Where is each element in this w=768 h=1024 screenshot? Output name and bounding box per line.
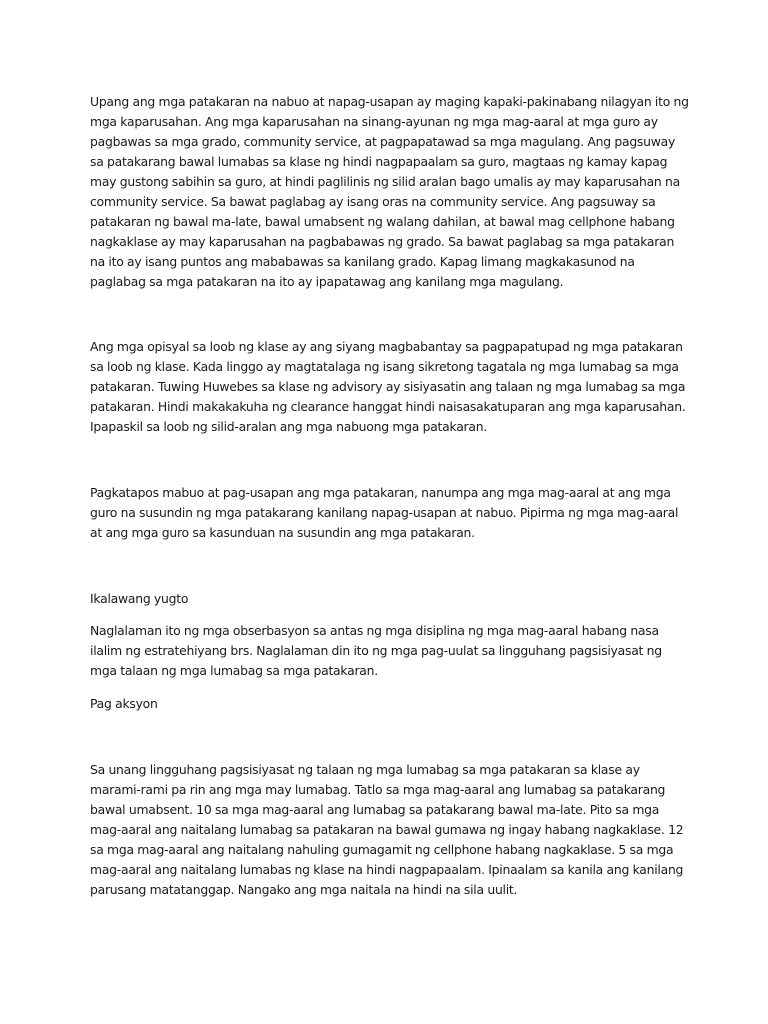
section-heading-pag-aksyon: Pag aksyon <box>90 696 158 711</box>
paragraph-first-inspection: Sa unang lingguhang pagsisiyasat ng talaan ng mga lumabag sa mga patakaran sa klase ay marami-rami pa rin ang mga may lumabag. Tatlo sa mga mag-aaral ang lumabag sa patakarang bawal umabsent. 10 sa mga mag-aaral ang lumabag sa patakarang bawal ma-late. Pito sa mga mag-aaral ang naitalang lumabag sa patakaran na bawal gumawa ng ingay habang nagkaklase. 12 sa mga mag-aaral ang naitalang nahuling gumagamit ng cellphone habang nagkaklase. 5 sa mga mag-aaral ang naitalang lumabas ng klase na hindi nagpapaalam. Ipinaalam sa kanila ang kanilang parusang matatanggap. Nangako ang mga naitala na hindi na sila uulit. <box>90 762 684 897</box>
paragraph-officers: Ang mga opisyal sa loob ng klase ay ang siyang magbabantay sa pagpapatupad ng mga patakaran sa loob ng klase. Kada linggo ay magtatalaga ng isang sikretong tagatala ng mga lumabag sa mga patakaran. Tuwing Huwebes sa klase ng advisory ay sisiyasatin ang talaan ng mga lumabag sa mga patakaran. Hindi makakakuha ng clearance hanggat hindi naisasakatuparan ang mga kaparusahan. Ipapaskil sa loob ng silid-aralan ang mga nabuong mga patakaran. <box>90 339 686 434</box>
section-heading-ikalawang-yugto: Ikalawang yugto <box>90 591 189 606</box>
paragraph-oath: Pagkatapos mabuo at pag-usapan ang mga patakaran, nanumpa ang mga mag-aaral at ang mga guro na susundin ng mga patakarang kanilang napag-usapan at nabuo. Pipirma ng mga mag-aaral at ang mga guro sa kasunduan na susundin ang mga patakaran. <box>90 485 679 540</box>
paragraph-penalties: Upang ang mga patakaran na nabuo at napag-usapan ay maging kapaki-pakinabang nilagyan ito ng mga kaparusahan. Ang mga kaparusahan na sinang-ayunan ng mga mag-aaral at mga guro ay pagbawas sa mga grado, community service, at pagpapatawad sa mga magulang. Ang pagsuway sa patakarang bawal lumabas sa klase ng hindi nagpapaalam sa guro, magtaas ng kamay kapag may gustong sabihin sa guro, at hindi paglilinis ng silid aralan bago umalis ay may kaparusahan na community service. Sa bawat paglabag ay isang oras na community service. Ang pagsuway sa patakaran ng bawal ma-late, bawal umabsent ng walang dahilan, at bawal mag cellphone habang nagkaklase ay may kaparusahan na pagbabawas ng grado. Sa bawat paglabag sa mga patakaran na ito ay isang puntos ang mababawas sa kanilang grado. Kapag limang magkakasunod na paglabag sa mga patakaran na ito ay ipapatawag ang kanilang mga magulang. <box>90 94 689 289</box>
paragraph-observations: Naglalaman ito ng mga obserbasyon sa antas ng mga disiplina ng mga mag-aaral habang nasa ilalim ng estratehiyang brs. Naglalaman din ito ng mga pag-uulat sa lingguhang pagsisiyasat ng mga talaan ng mga lumabag sa mga patakaran. <box>90 623 662 678</box>
